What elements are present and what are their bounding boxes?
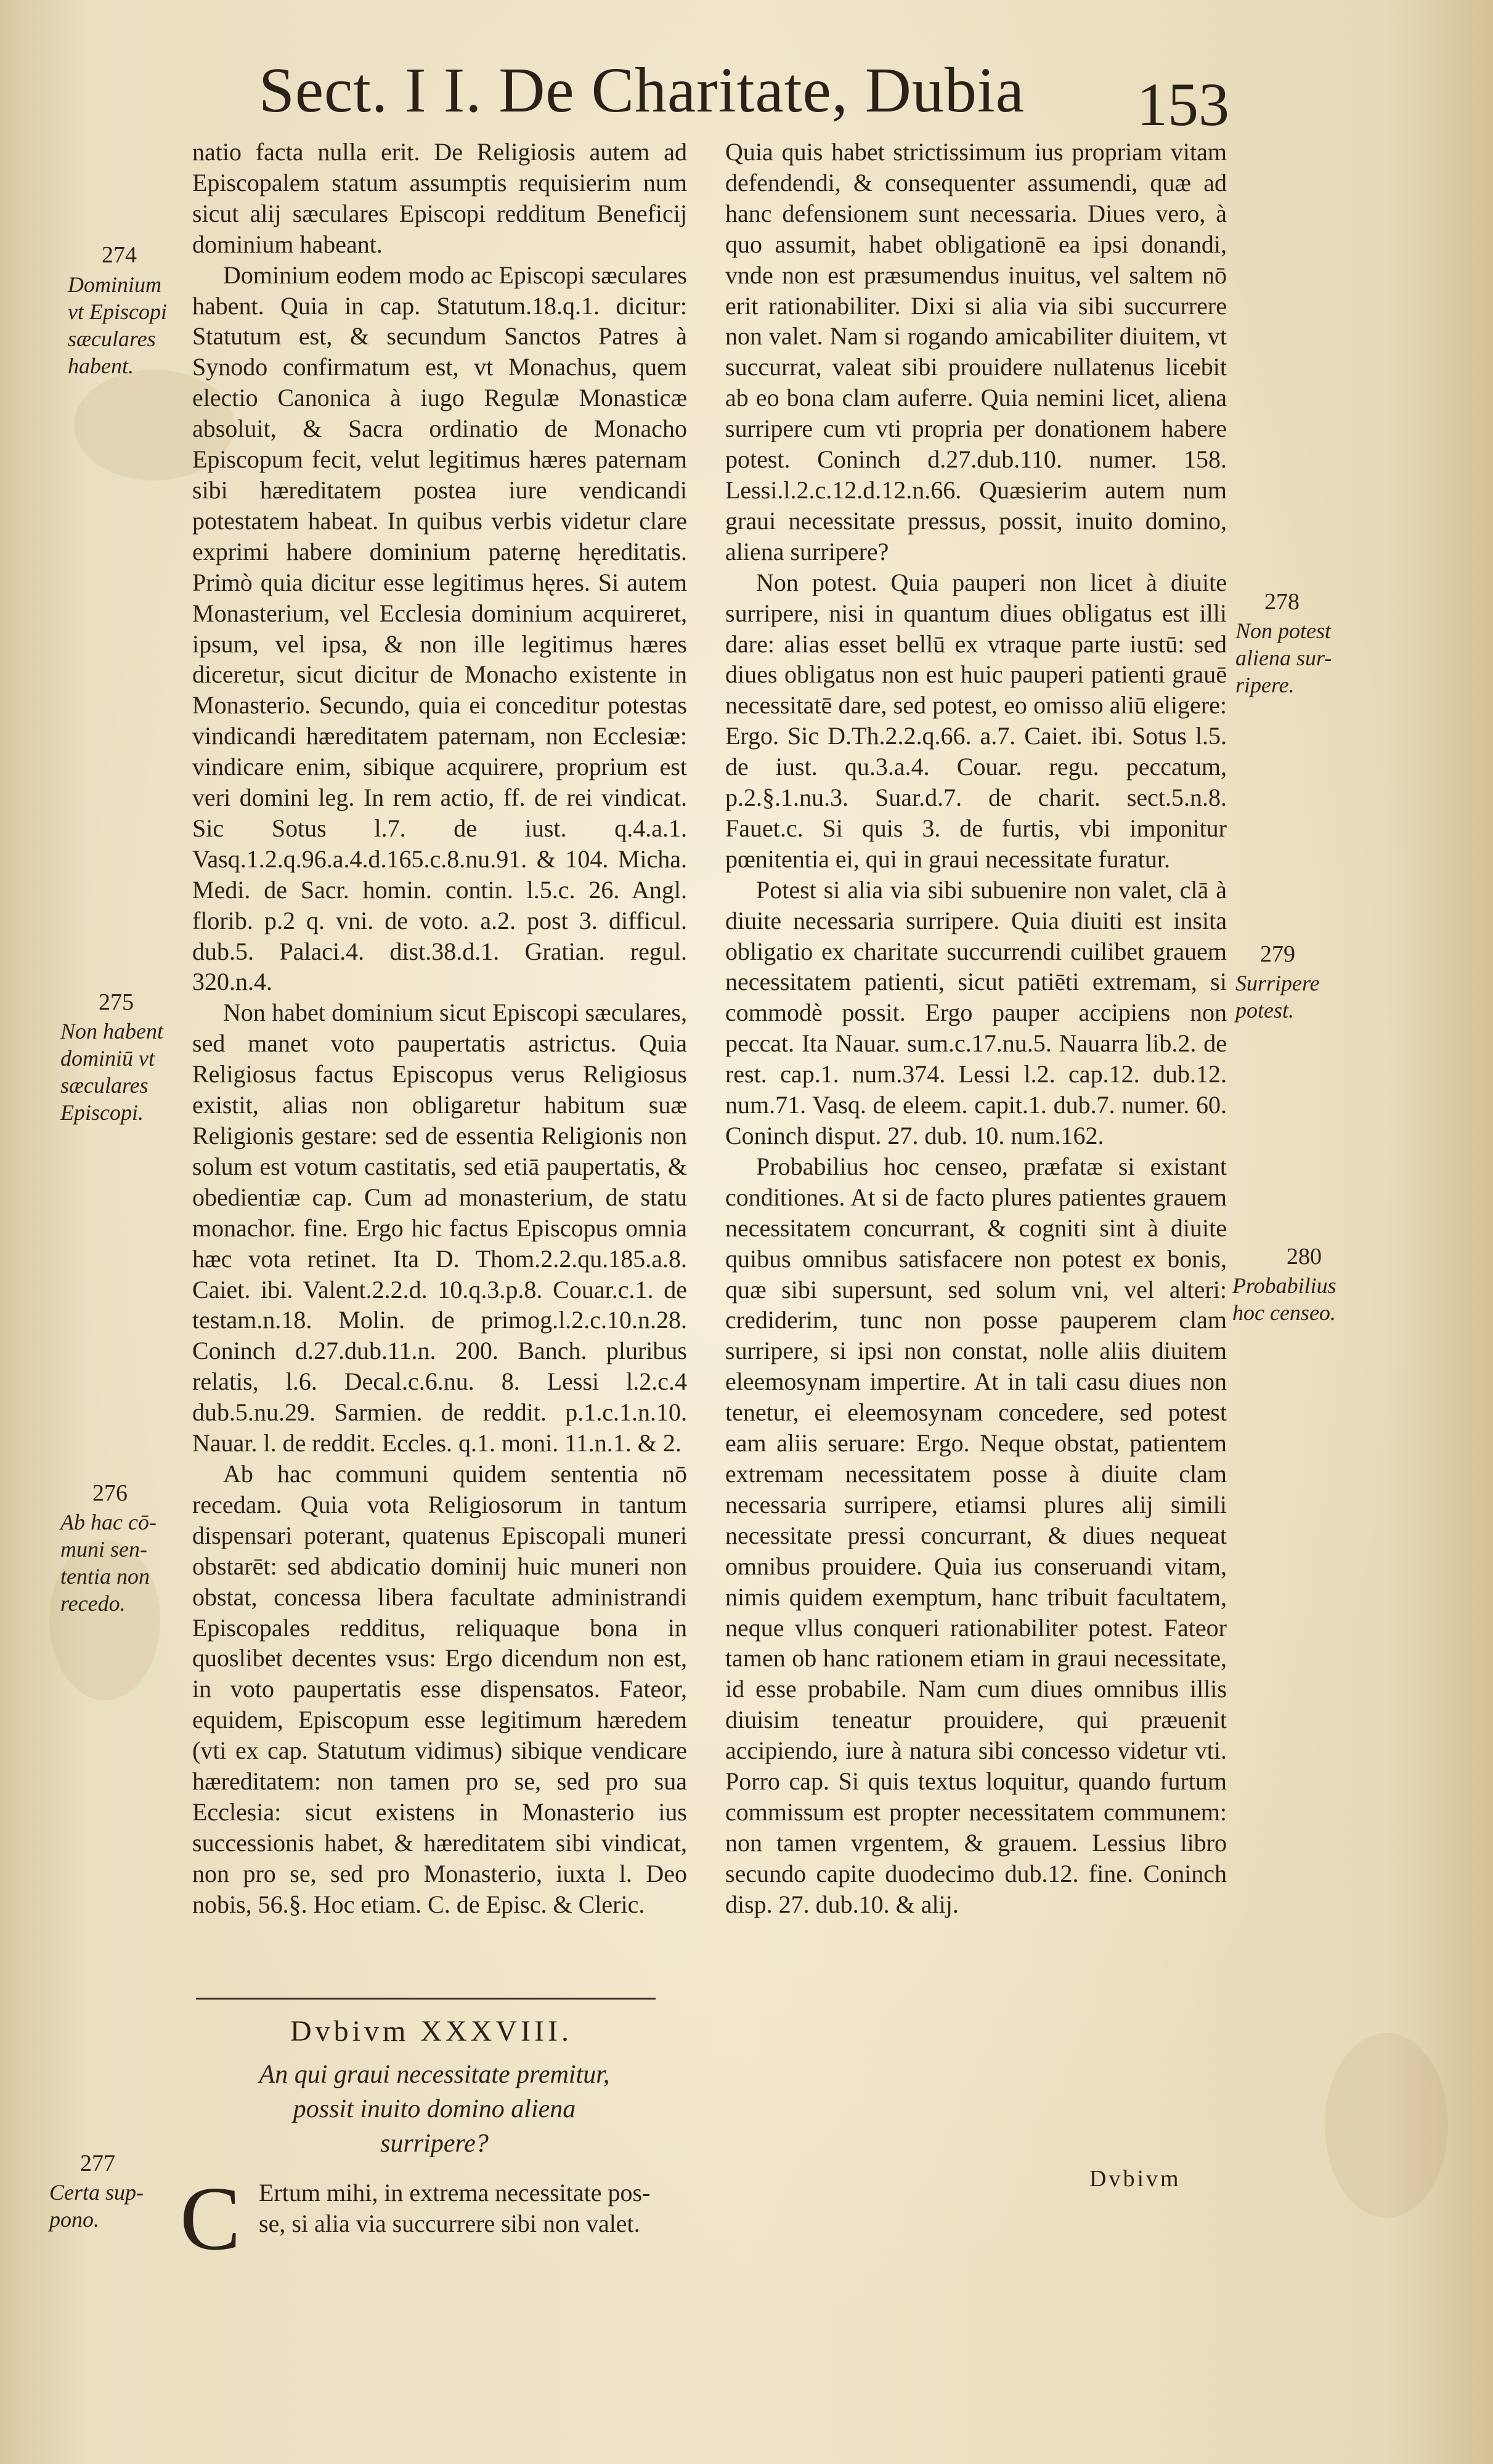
paragraph: Probabilius hoc censeo, præfatæ si existant conditiones. At si de facto plures patientes grauem necessitatem concurrant, & cogniti sint à diuite quibus omnibus satisfacere non potest ex bonis, quæ sibi supersunt, sed solum vni, vel alteri: crediderim, tunc non posse pauperem clam surripere, si ipsi non constat, nolle aliis diuitem eleemosynam impertire. At in tali casu diues non tenetur, ei eleemosynam concedere, sed potest eam aliis seruare: Ergo. Neque obstat, patientem extremam necessitatem posse à diuite clam necessaria surripere, etiamsi plures alij simili necessitate pressi concurrant, & diues nequeat omnibus prouidere. Quia ius conseruandi vitam, nimis quidem exemptum, hanc tribuit facultatem, neque vllus conqueri rationabiliter potest. Fateor tamen ob hanc rationem etiam in graui necessitate, id esse probabile. Nam cum diues omnibus illis diuisim teneatur prouidere, qui præuenit accipiendo, iure à natura sibi concesso videtur vti. Porro cap. Si quis textus loquitur, quando furtum commissum est propter necessitatem communem: non tamen vrgentem, & grauem. Lessius libro secundo capite duodecimo dub.12. fine. Coninch disp. 27. dub.10. & alij.	[725, 1152, 1227, 1918]
margin-number: 279	[1260, 941, 1295, 967]
section-rule	[196, 1998, 656, 2000]
drop-capital: C	[180, 2168, 241, 2269]
paragraph: Non habet dominium sicut Episcopi sæculares, sed manet voto paupertatis astrictus. Quia Religiosus factus Episcopus verus Religiosus existit, alias non obligaretur habitum suæ Religionis gestare: sed de essentia Religionis non solum est votum castitatis, sed etiā paupertatis, & obedientiæ cap. Cum ad monasterium, de statu monachor. fine. Ergo hic factus Episcopus omnia hæc vota retinet. Ita D. Thom.2.2.qu.185.a.8. Caiet. ibi. Valent.2.2.d. 10.q.3.p.8. Couar.c.1. de testam.n.18. Molin. de primog.l.2.c.10.n.28. Coninch d.27.dub.11.n. 200. Banch. pluribus relatis, l.6. Decal.c.6.nu. 8. Lessi l.2.c.4 dub.5.nu.29. Sarmien. de reddit. p.1.c.1.n.10. Nauar. l. de reddit. Eccles. q.1. moni. 11.n.1. & 2.	[192, 999, 687, 1457]
margin-note: Certa sup- pono.	[49, 2180, 144, 2232]
margin-note: Ab hac cō- muni sen- tentia non recedo.	[60, 1510, 157, 1616]
dubium-opening-text: Ertum mihi, in extrema necessitate pos- se, si alia via succurrere sibi non valet.	[259, 2179, 651, 2237]
margin-number: 277	[80, 2150, 115, 2176]
running-head: Sect. I I. De Charitate, Dubia	[259, 55, 1025, 126]
margin-note: Surripere potest.	[1235, 971, 1320, 1023]
margin-number: 274	[102, 242, 137, 268]
paragraph: Dominium eodem modo ac Episcopi sæculares habent. Quia in cap. Statutum.18.q.1. dicitur: Statutum est, & secundum Sanctos Patres à Synodo confirmatum est, vt Monachus, quem electio Canonica à iugo Regulæ Monasticæ absoluit, & Sacra ordinatio de Monacho Episcopum fecit, velut legitimus hæres paternam sibi hæreditatem postea iure vendicandi potestatem habeat. In quibus verbis videtur clare exprimi habere dominium paternę hęreditatis. Primò quia dicitur esse legitimus hęres. Si autem Monasterium, vel Ecclesia dominium acquireret, ipsum, vel ipsa, & non ille legitimus hæres diceretur, sicut dicitur de Monacho existente in Monasterio. Secundo, quia ei conceditur potestas vindicandi hæreditatem paternam, non Ecclesiæ: vindicare enim, sibique acquirere, proprium est veri domini leg. In rem actio, ff. de rei vindicat. Sic Sotus l.7. de iust. q.4.a.1. Vasq.1.2.q.96.a.4.d.165.c.8.nu.91. & 104. Micha. Medi. de Sacr. homin. contin. l.5.c. 26. Angl. florib. p.2 q. vni. de voto. a.2. post 3. difficul. dub.5. Palaci.4. dist.38.d.1. Gratian. regul. 320.n.4.	[192, 261, 687, 996]
catchword: Dvbivm	[1089, 2166, 1181, 2192]
paragraph: Ab hac communi quidem sententia nō recedam. Quia vota Religiosorum in tantum dispensari poterant, quatenus Episcopali muneri obstarēt: sed abdicatio dominij huic muneri non obstat, concessa libera facultate administrandi Episcopales redditus, reliquaque bona in quoslibet decentes vsus: Ergo dicendum non est, in voto paupertatis esse dispensatos. Fateor, equidem, Episcopum esse legitimum hæredem (vti ex cap. Statutum vidimus) sibique vendicare hæreditatem: non tamen pro se, sed pro sua Ecclesia: sicut existens in Monasterio ius successionis habet, & hæreditatem sibi vindicat, non pro se, sed pro Monasterio, iuxta l. Deo nobis, 56.§. Hoc etiam. C. de Episc. & Cleric.	[192, 1459, 687, 1918]
paragraph: natio facta nulla erit. De Religiosis autem ad Episcopalem statum assumptis requisierim num sicut alij sæculares Episcopi redditum Beneficij dominium habeant.	[192, 138, 687, 258]
right-column	[725, 137, 1227, 1920]
dubium-question: An qui graui necessitate premitur, possit inuito domino aliena surripere?	[259, 2061, 610, 2158]
margin-number: 276	[92, 1480, 128, 1506]
margin-number: 280	[1287, 1244, 1322, 1270]
paragraph: Potest si alia via sibi subuenire non valet, clā à diuite necessaria surripere. Quia diuiti est insita obligatio ex charitate succurrendi cuilibet grauem necessitatem patienti, sicut patiēti extremam, si commodè possit. Ergo pauper accipiens non peccat. Ita Nauar. sum.c.17.nu.5. Nauarra lib.2. de rest. cap.1. num.374. Lessi l.2. cap.12. dub.12. num.71. Vasq. de eleem. capit.1. dub.7. numer. 60. Coninch disput. 27. dub. 10. num.162.	[725, 875, 1227, 1149]
paragraph: Non potest. Quia pauperi non licet à diuite surripere, nisi in quantum diues obligatus est illi dare: alias esset bellū ex vtraque parte iustū: sed diues obligatus non est huic pauperi patienti grauē necessitatē dare, sed potest, eo omisso aliū eligere: Ergo. Sic D.Th.2.2.q.66. a.7. Caiet. ibi. Sotus l.5. de iust. qu.3.a.4. Couar. regu. peccatum, p.2.§.1.nu.3. Suar.d.7. de charit. sect.5.n.8. Fauet.c. Si quis 3. de furtis, vbi imponitur pœnitentia ei, qui in graui necessitate furatur.	[725, 568, 1227, 873]
margin-number: 275	[99, 989, 134, 1015]
left-column	[192, 137, 687, 1920]
paragraph: Quia quis habet strictissimum ius propriam vitam defendendi, & consequenter assumendi, quæ ad hanc defensionem sunt necessaria. Diues vero, à quo assumit, habet obligationē ea ipsi donandi, vnde non est præsumendus inuitus, vel saltem nō erit rationabiliter. Dixi si alia via sibi succurrere non valet. Nam si rogando amicabiliter diuitem, vt succurrat, valeat sibi prouidere nullatenus licebit ab eo bona clam auferre. Quia nemini licet, aliena surripere cum vti propria per donationem habere potest. Coninch d.27.dub.110. numer. 158. Lessi.l.2.c.12.d.12.n.66. Quæsierim autem num graui necessitate pressus, possit, inuito domino, aliena surripere?	[725, 138, 1227, 565]
page-number: 153	[1137, 70, 1229, 139]
margin-note: Non potest aliena sur- ripere.	[1235, 618, 1332, 697]
margin-note: Probabilius hoc censeo.	[1232, 1273, 1336, 1325]
margin-note: Dominium vt Episcopi sæculares habent.	[68, 272, 167, 378]
margin-number: 278	[1264, 589, 1300, 615]
paper-stain	[1325, 2033, 1448, 2218]
margin-note: Non habent dominiū vt sæculares Episcopi.	[60, 1019, 163, 1125]
dubium-heading: Dvbivm XXXVIII.	[290, 2015, 572, 2048]
